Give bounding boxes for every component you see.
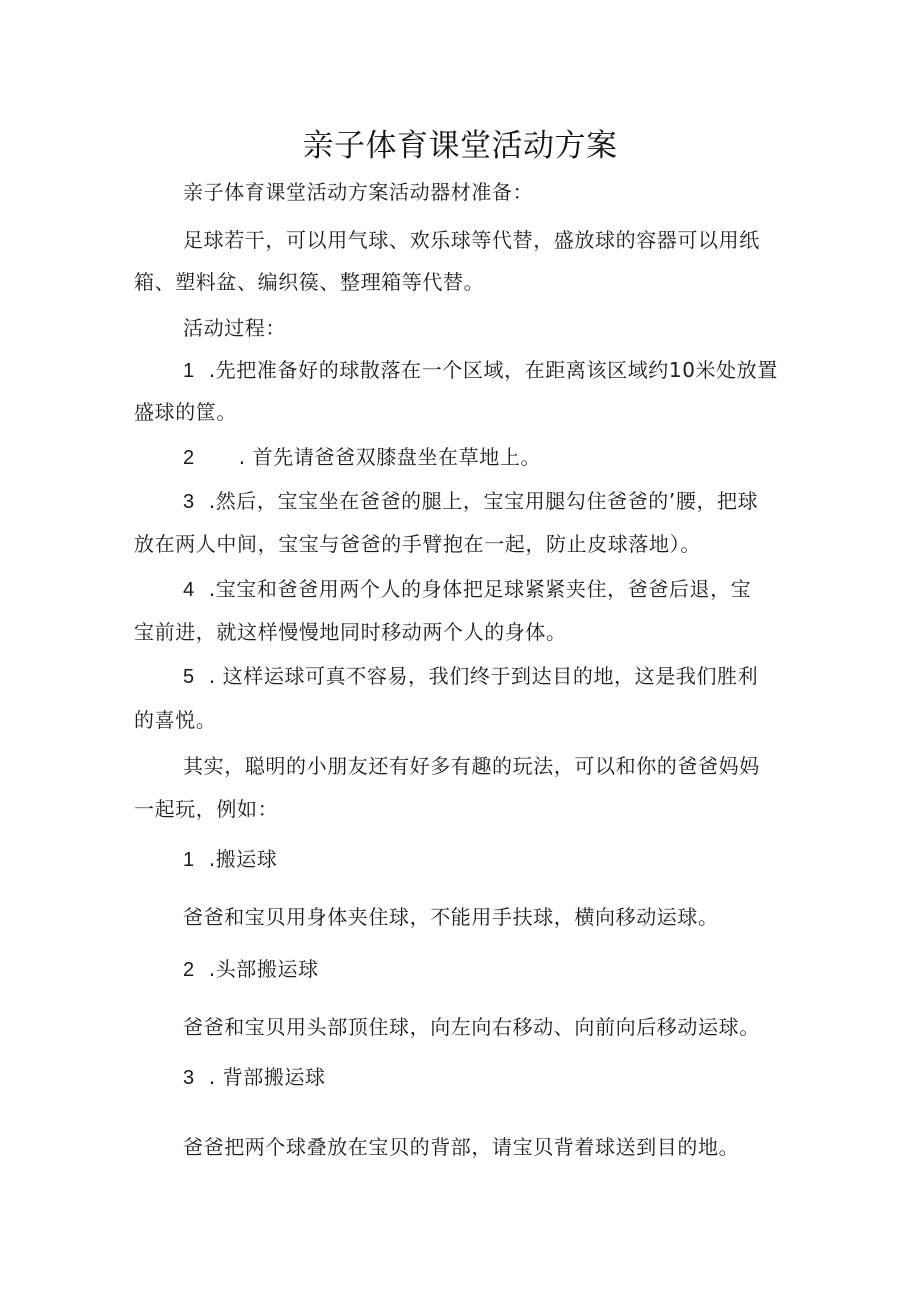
more-line-1: 其实，聪明的小朋友还有好多有趣的玩法，可以和你的爸爸妈妈 <box>183 754 760 778</box>
step-number: 5 <box>183 666 195 688</box>
game-3-title <box>183 1063 326 1092</box>
more-line-2: 一起玩，例如： <box>134 797 279 821</box>
step-number: 3 <box>183 491 195 513</box>
game-2-desc: 爸爸和宝贝用头部顶住球，向左向右移动、向前向后移动运球。 <box>183 1015 760 1039</box>
step-4-line-1 <box>183 575 751 604</box>
process-heading: 活动过程： <box>183 316 286 340</box>
step-3-line-2: 放在两人中间，宝宝与爸爸的手臂抱在一起，防止皮球落地）。 <box>134 532 701 556</box>
step-text: .然后，宝宝坐在爸爸的腿上，宝宝用腿勾住爸爸的’腰，把球 <box>208 489 759 513</box>
game-name: .搬运球 <box>208 847 278 871</box>
step-4-line-2: 宝前进，就这样慢慢地同时移动两个人的身体。 <box>134 620 567 644</box>
step-text: . 这样运球可真不容易，我们终于到达目的地，这是我们胜利 <box>208 664 759 688</box>
step-1-line-1 <box>183 356 778 385</box>
game-number: 1 <box>183 849 195 871</box>
game-3-desc: 爸爸把两个球叠放在宝贝的背部，请宝贝背着球送到目的地。 <box>183 1135 740 1159</box>
step-number: 2 <box>183 447 195 469</box>
step-1-line-2: 盛球的筐。 <box>134 400 237 424</box>
materials-line-2: 箱、塑料盆、编织篌、整理箱等代替。 <box>134 270 485 294</box>
step-number: 4 <box>183 579 195 601</box>
game-number: 3 <box>183 1067 195 1089</box>
materials-line-1: 足球若干，可以用气球、欢乐球等代替，盛放球的容器可以用纸 <box>183 228 760 252</box>
step-3-line-1 <box>183 487 758 516</box>
step-text: .宝宝和爸爸用两个人的身体把足球紧紧夹住，爸爸后退，宝 <box>208 577 752 601</box>
step-text: .先把准备好的球散落在一个区域，在距离该区域约10米处放置 <box>208 358 778 382</box>
game-name: .头部搬运球 <box>208 957 319 981</box>
step-text: . 首先请爸爸双膝盘坐在草地上。 <box>238 445 542 469</box>
step-number: 1 <box>183 360 195 382</box>
step-2-line-1 <box>183 443 541 472</box>
step-5-line-2: 的喜悦。 <box>134 708 217 732</box>
step-5-line-1 <box>183 662 758 691</box>
game-1-desc: 爸爸和宝贝用身体夹住球，不能用手扶球，横向移动运球。 <box>183 905 719 929</box>
game-2-title <box>183 955 319 984</box>
intro-line: 亲子体育课堂活动方案活动器材准备： <box>183 180 534 204</box>
document-title: 亲子体育课堂活动方案 <box>302 128 618 164</box>
game-name: . 背部搬运球 <box>208 1065 326 1089</box>
game-1-title <box>183 845 278 874</box>
game-number: 2 <box>183 959 195 981</box>
